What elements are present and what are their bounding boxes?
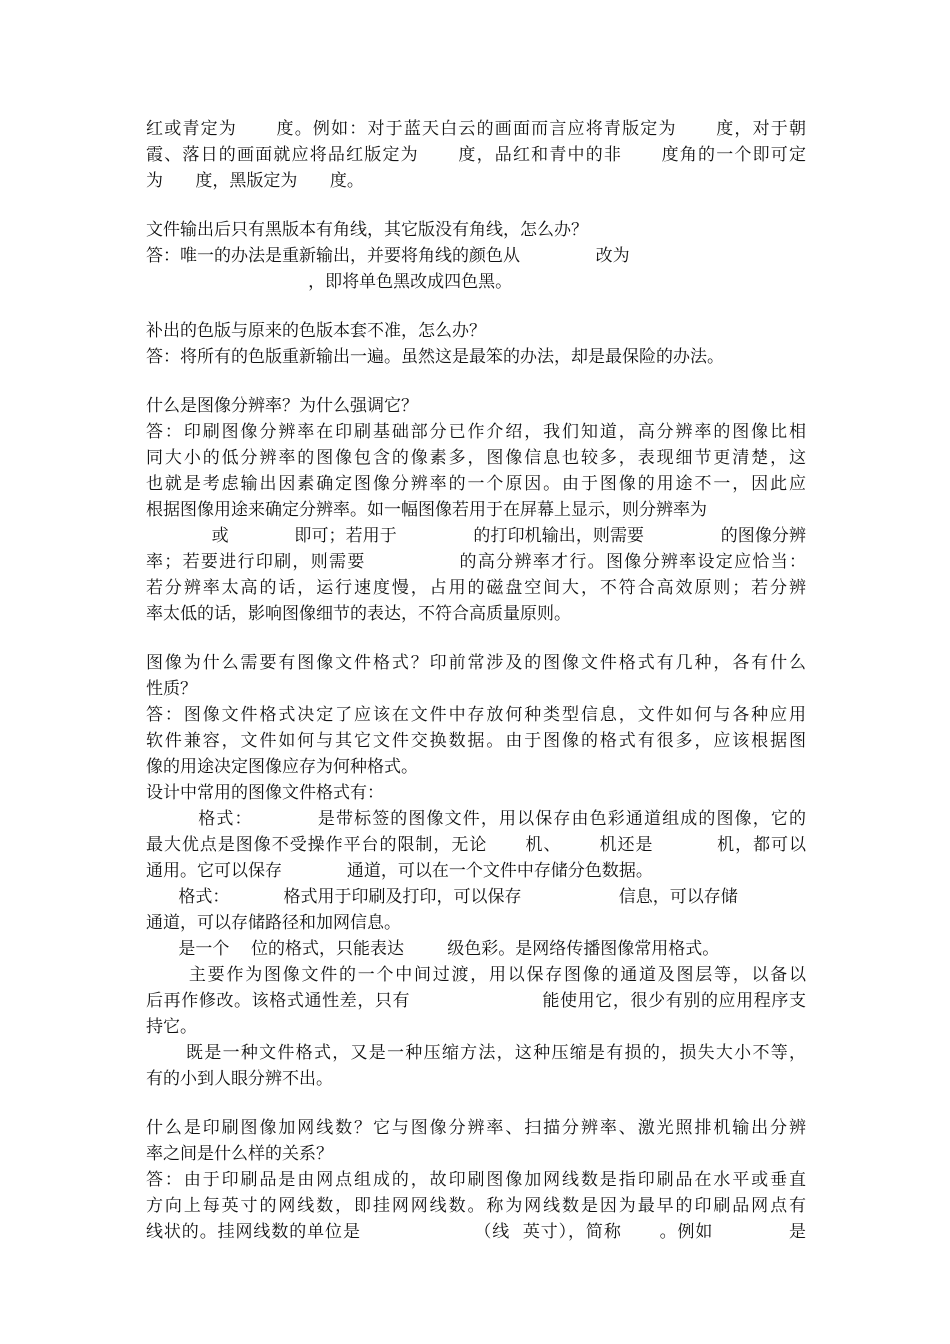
text-line: ，即将单色黑改成四色黑。: [146, 272, 513, 292]
text-line: 方向上每英寸的网线数，即挂网网线数。称为网线数是因为最早的印刷品网点有: [146, 1196, 806, 1216]
text-line: 通道，可以存储路径和加网信息。: [146, 913, 401, 933]
question-heading: 文件输出后只有黑版本有角线，其它版没有角线，怎么办？: [146, 220, 588, 240]
text-line: 率；若要进行印刷，则需要 的高分辨率才行。图像分辨率设定应恰当：: [146, 552, 806, 572]
text-line: 格式： 格式用于印刷及打印，可以保存 信息，可以存储: [146, 887, 738, 907]
text-line: 像的用途决定图像应存为何种格式。: [146, 757, 418, 777]
text-line: 红或青定为 度。例如：对于蓝天白云的画面而言应将青版定为 度，对于朝: [146, 119, 806, 139]
text-line: 线状的。挂网线数的单位是 （线 英寸），简称 。例如 是: [146, 1222, 806, 1242]
text-line: 也就是考虑输出因素确定图像分辨率的一个原因。由于图像的用途不一，因此应: [146, 474, 806, 494]
text-line: 通用。它可以保存 通道，可以在一个文件中存储分色数据。: [146, 861, 653, 881]
question-heading: 什么是图像分辨率？为什么强调它？: [146, 396, 418, 416]
text-line: 霞、落日的画面就应将品红版定为 度，品红和青中的非 度角的一个即可定: [146, 145, 806, 165]
question-heading: 补出的色版与原来的色版本套不准，怎么办？: [146, 321, 486, 341]
text-line: 率太低的话，影响图像细节的表达，不符合高质量原则。: [146, 604, 571, 624]
text-line: 或 即可；若用于 的打印机输出，则需要 的图像分辨: [146, 526, 806, 546]
text-line: 最大优点是图像不受操作平台的限制，无论 机、 机还是 机，都可以: [146, 835, 806, 855]
text-line: 根据图像用途来确定分辨率。如一幅图像若用于在屏幕上显示，则分辨率为: [146, 500, 707, 520]
text-line: 答：由于印刷品是由网点组成的，故印刷图像加网线数是指印刷品在水平或垂直: [146, 1170, 806, 1190]
text-line: 是一个 位的格式，只能表达 级色彩。是网络传播图像常用格式。: [146, 939, 720, 959]
question-heading: 图像为什么需要有图像文件格式？印前常涉及的图像文件格式有几种，各有什么: [146, 653, 806, 673]
text-line: 格式： 是带标签的图像文件，用以保存由色彩通道组成的图像，它的: [146, 809, 806, 829]
text-line: 答：将所有的色版重新输出一遍。虽然这是最笨的办法，却是最保险的办法。: [146, 347, 724, 367]
text-line: 答：图像文件格式决定了应该在文件中存放何种类型信息，文件如何与各种应用: [146, 705, 806, 725]
question-heading: 率之间是什么样的关系？: [146, 1144, 333, 1164]
text-line: 设计中常用的图像文件格式有：: [146, 783, 384, 803]
text-line: 既是一种文件格式，又是一种压缩方法，这种压缩是有损的，损失大小不等，: [146, 1043, 806, 1063]
text-line: 为 度，黑版定为 度。: [146, 171, 364, 191]
text-line: 答：印刷图像分辨率在印刷基础部分已作介绍，我们知道，高分辨率的图像比相: [146, 422, 806, 442]
text-line: 软件兼容，文件如何与其它文件交换数据。由于图像的格式有很多，应该根据图: [146, 731, 806, 751]
question-heading: 性质？: [146, 679, 197, 699]
text-line: 持它。: [146, 1017, 197, 1037]
text-line: 有的小到人眼分辨不出。: [146, 1069, 333, 1089]
question-heading: 什么是印刷图像加网线数？它与图像分辨率、扫描分辨率、激光照排机输出分辨: [146, 1118, 806, 1138]
text-line: 同大小的低分辨率的图像包含的像素多，图像信息也较多，表现细节更清楚，这: [146, 448, 806, 468]
text-line: 主要作为图像文件的一个中间过渡，用以保存图像的通道及图层等，以备以: [146, 965, 806, 985]
text-line: 若分辨率太高的话，运行速度慢，占用的磁盘空间大，不符合高效原则；若分辨: [146, 578, 806, 598]
text-line: 后再作修改。该格式通性差，只有 能使用它，很少有别的应用程序支: [146, 991, 806, 1011]
text-line: 答：唯一的办法是重新输出，并要将角线的颜色从 改为: [146, 246, 630, 266]
